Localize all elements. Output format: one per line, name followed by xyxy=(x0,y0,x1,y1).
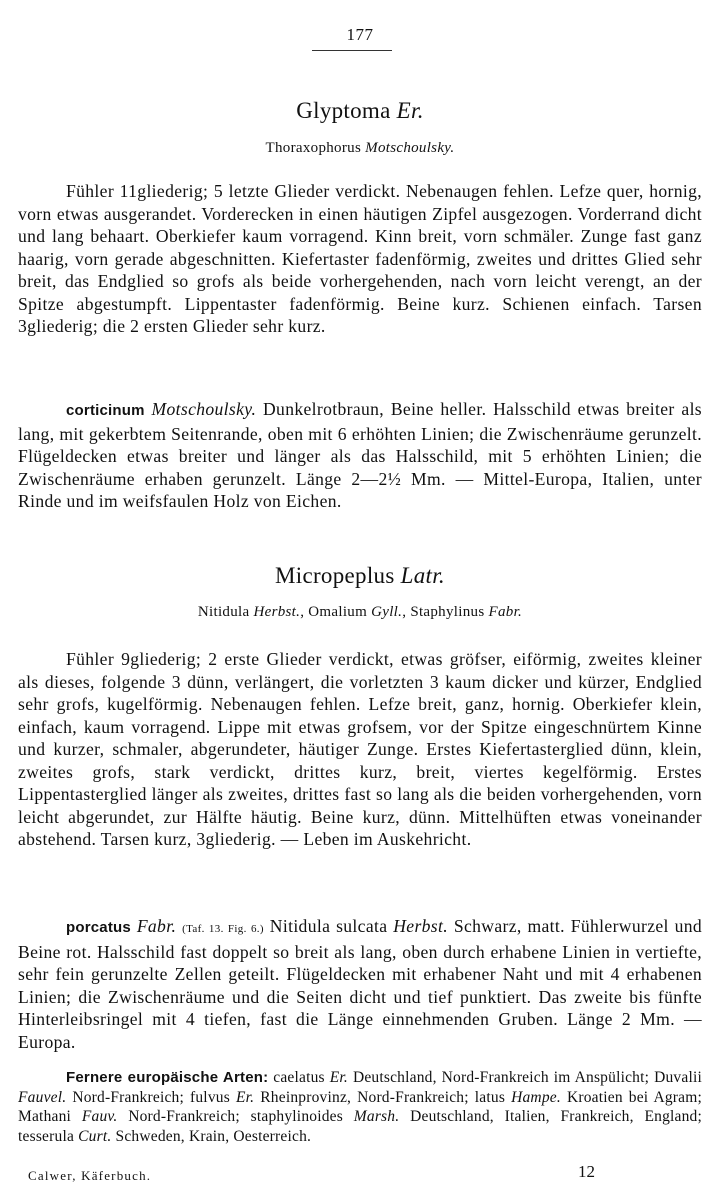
species-ref-author: Hampe. xyxy=(511,1088,561,1106)
genus-author: Er. xyxy=(396,98,424,123)
genus-title xyxy=(18,563,702,589)
genus-name: Micropeplus xyxy=(275,563,395,588)
species-ref: Nord-Frankreich; fulvus xyxy=(72,1088,230,1106)
species-text: Dunkelrotbraun, Beine heller. Halsschild etwas breiter als lang, mit gekerbtem Seitenrande, oben mit 6 erhöhten Linien; die Zwischenräume gerunzelt. Flügeldecken etwas breiter und länger als das Halsschild, mit 5 erhöhten Linien; die Zwischenräume erhaben gerunzelt. Länge 2—2½ Mm. — Mittel-Europa, Italien, unter Rinde und im weifsfaulen Holz von Eichen. xyxy=(18,399,703,511)
synonym-name: Omalium xyxy=(308,604,368,620)
synonym-author: Fabr. xyxy=(488,604,523,620)
further-species-heading: Fernere europäische Arten: xyxy=(66,1069,269,1086)
species-name: corticinum xyxy=(66,402,145,419)
synonym-name: Thoraxophorus xyxy=(265,140,362,156)
glyptoma-description-block xyxy=(18,180,702,338)
synonym-author: Gyll. xyxy=(371,604,403,620)
genus-description: Fühler 9gliederig; 2 erste Glieder verdickt, etwas gröfser, eiförmig, zweites kleiner als dieses, folgende 3 dünn, verlängert, die vorletzten 3 kaum dicker und kürzer, Endglied sehr grofs, kugelförmig. Nebenaugen fehlen. Lefze breit, ganz, hornig. Oberkiefer klein, einfach, kaum vorragend. Lippe mit etwas grofsem, vor der Spitze eingeschnürtem Kinne und kurzer, schmaler, abgerundeter, häutiger Zunge. Erstes Kiefertasterglied dünn, klein, zweites grofs, stark verdickt, drittes kurz, breit, viertes kegelförmig. Erstes Lippentasterglied länger als zweites, drittes fast so lang als die beiden vorhergehenden, vorn leicht abgerundet, zur Hälfte häutig. Beine kurz, dünn. Mittelhüften etwas voneinander abstehend. Tarsen kurz, 3gliederig. — Leben im Auskehricht. xyxy=(18,649,702,849)
species-ref-author: Er. xyxy=(329,1069,348,1086)
synonym-name: Staphylinus xyxy=(410,604,485,620)
species-ref: Kroatien bei Agram; Mathani xyxy=(18,1088,703,1125)
species-porcatus-block xyxy=(18,915,702,1053)
species-synonym-author: Herbst. xyxy=(393,916,448,936)
species-author: Motschoulsky. xyxy=(151,399,257,419)
synonym-name: Nitidula xyxy=(197,604,250,620)
species-ref: caelatus xyxy=(273,1069,325,1086)
further-species-block xyxy=(18,1068,702,1146)
species-ref-author: Er. xyxy=(235,1088,255,1106)
species-corticinum-block xyxy=(18,398,702,513)
further-species-text xyxy=(18,1068,702,1146)
genus-micropeplus-synonyms xyxy=(18,604,702,621)
species-ref: Schweden, Krain, Oesterreich. xyxy=(115,1127,312,1145)
genus-glyptoma-heading xyxy=(18,98,702,124)
species-ref-author: Marsh. xyxy=(353,1108,400,1125)
species-author: Fabr. xyxy=(136,916,177,936)
species-entry xyxy=(18,398,702,513)
genus-name: Glyptoma xyxy=(296,98,391,123)
species-ref-author: Fauv. xyxy=(81,1108,118,1125)
species-ref-author: Fauvel. xyxy=(18,1088,67,1106)
footer-publisher: Calwer, Käferbuch. xyxy=(28,1168,152,1183)
micropeplus-description-block xyxy=(18,648,702,851)
genus-description: Fühler 11gliederig; 5 letzte Glieder verdickt. Nebenaugen fehlen. Lefze quer, hornig, vorn etwas ausgerandet. Vorderecken in einen häutigen Zipfel ausgezogen. Vorderrand dicht und lang behaart. Oberkiefer kaum vorragend. Kinn breit, vorn schmäler. Zunge fast ganz haarig, vorn gerade abgeschnitten. Kiefertaster fadenförmig, zweites und drittes Glied sehr breit, das Endglied so grofs als beide vorhergehenden, nach vorn leicht verengt, an der Spitze abgestumpft. Lippentaster fadenförmig. Beine kurz. Schienen einfach. Tarsen 3gliederig; die 2 ersten Glieder sehr kurz. xyxy=(18,181,702,336)
species-ref: Deutschland, Nord-Frankreich im Anspülicht; Duvalii xyxy=(352,1069,702,1086)
genus-author: Latr. xyxy=(400,563,445,588)
genus-glyptoma-synonyms xyxy=(18,140,702,157)
synonym-author: Motschoulsky. xyxy=(365,140,455,156)
species-ref: Deutschland, Italien, Frankreich, England; tesserula xyxy=(18,1108,703,1145)
genus-micropeplus-heading xyxy=(18,563,702,589)
synonym-line xyxy=(18,140,702,157)
species-synonym: Nitidula sulcata xyxy=(269,916,388,936)
page-number: 177 xyxy=(346,25,374,44)
plate-reference: (Taf. 13. Fig. 6.) xyxy=(182,923,264,935)
header-rule xyxy=(312,50,392,51)
species-text: Schwarz, matt. Fühlerwurzel und Beine rot. Halsschild fast doppelt so breit als lang, oben durch erhabene Linien in vertiefte, sehr fein gerunzelte Zellen geteilt. Flügeldecken mit erhabener Naht und mit 4 erhabenen Linien; die Zwischenräume und die Seiten dicht und tief punktiert. Das zweite bis fünfte Hinterleibsringel mit 4 tiefen, fast die Länge einnehmenden Gruben. Länge 2 Mm. — Europa. xyxy=(18,916,703,1052)
synonym-line: Nitidula Herbst., Omalium Gyll., Staphylinus Fabr. xyxy=(197,604,523,620)
genus-title xyxy=(18,98,702,124)
species-entry xyxy=(18,915,702,1053)
species-ref-author: Curt. xyxy=(78,1127,112,1145)
species-name: porcatus xyxy=(66,919,131,936)
species-ref: Nord-Frankreich; staphylinoides xyxy=(128,1108,343,1125)
footer-signature-number: 12 xyxy=(578,1162,595,1181)
synonym-author: Herbst. xyxy=(253,604,301,620)
species-ref: Rheinprovinz, Nord-Frankreich; latus xyxy=(260,1088,506,1106)
